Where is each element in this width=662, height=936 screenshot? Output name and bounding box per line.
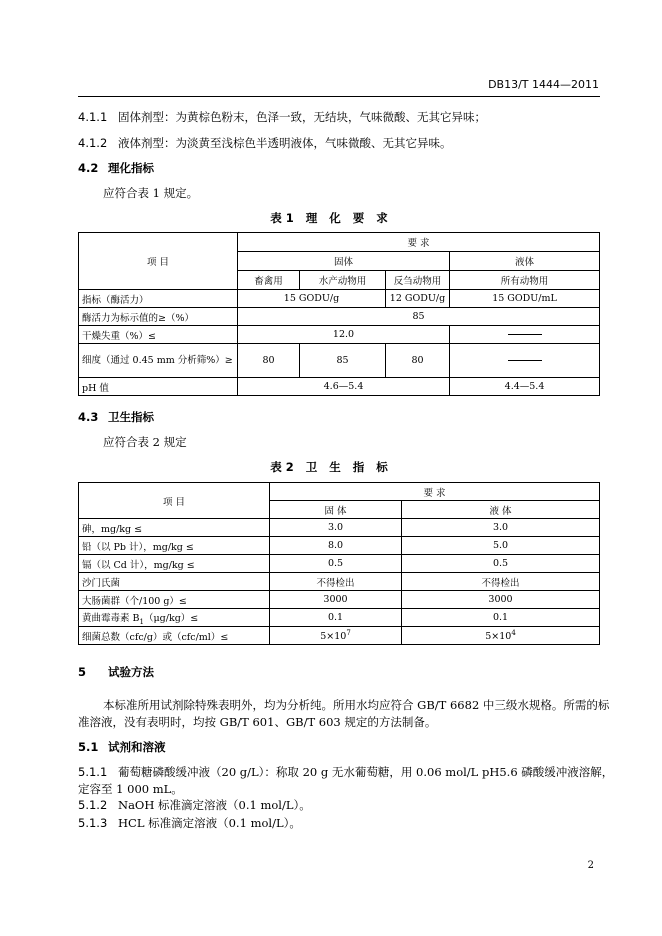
table-row: [79, 378, 600, 396]
section-heading-4-2: [78, 160, 154, 176]
section-title: 试剂和溶液: [108, 740, 166, 754]
section-heading-4-3: [78, 409, 154, 425]
table-row: [79, 555, 600, 573]
header-rule: [78, 96, 600, 97]
table2-cell: 不得检出: [270, 573, 402, 591]
table1-cell: 4.6—5.4: [238, 378, 450, 396]
table1-requirement-header: 要 求: [238, 233, 600, 252]
table-row: [79, 326, 600, 344]
table2-cell: 3000: [270, 591, 402, 609]
table2-cell: 8.0: [270, 537, 402, 555]
table1-cell: 85: [238, 308, 600, 326]
clause-5-1-1: [78, 764, 613, 780]
value-base: 5×10: [485, 631, 512, 643]
table2-cell: [402, 627, 600, 645]
table2-cell: 0.5: [270, 555, 402, 573]
table-row: [79, 290, 600, 308]
section-number: 4.3: [78, 410, 99, 424]
table-row: [79, 573, 600, 591]
table1-liquid-header: 液体: [450, 252, 600, 271]
table2-liquid-header: 液 体: [402, 501, 600, 519]
clause-text: HCL 标准滴定溶液（0.1 mol/L）。: [118, 816, 301, 830]
table2-item-header: 项 目: [79, 483, 270, 519]
section-heading-5-1: [78, 739, 166, 755]
clause-number: 5.1.3: [78, 816, 108, 830]
table1-row-item: 干燥失重（%）≤: [79, 326, 238, 344]
table2-row-item: [79, 609, 270, 627]
table2-cell: [270, 627, 402, 645]
table2-cell: 0.1: [402, 609, 600, 627]
table1-caption: 表1 理 化 要 求: [270, 211, 392, 225]
table1-cell-empty: [450, 344, 600, 378]
table1-subcol: 反刍动物用: [386, 271, 450, 290]
value-exponent: 4: [511, 628, 516, 637]
value-exponent: 7: [346, 628, 351, 637]
clause-5-1-3: [78, 815, 301, 831]
table1-row-item: 指标（酶活力）: [79, 290, 238, 308]
table1-subcol: 所有动物用: [450, 271, 600, 290]
clause-4-1-2: [78, 135, 452, 151]
clause-text: NaOH 标准滴定溶液（0.1 mol/L）。: [118, 798, 311, 812]
table2-row-item: 镉（以 Cd 计），mg/kg ≤: [79, 555, 270, 573]
item-text: 黄曲霉毒素 B: [82, 612, 140, 624]
clause-5-1-1-cont: 定容至 1 000 mL。: [78, 782, 183, 796]
dash-mark: [508, 334, 542, 335]
table2-requirement-header: 要 求: [270, 483, 600, 501]
table2-cell: 0.1: [270, 609, 402, 627]
section-5-para-line1: 本标准所用试剂除特殊表明外，均为分析纯。所用水均应符合 GB/T 6682 中三级水规格。所需的标: [103, 698, 610, 712]
table2-caption: 表2 卫 生 指 标: [270, 460, 392, 474]
section-4-2-intro: 应符合表 1 规定。: [103, 186, 199, 200]
clause-4-1-1: [78, 109, 486, 125]
table-row: [79, 609, 600, 627]
table2-cell: 3.0: [402, 519, 600, 537]
table1: [78, 232, 600, 396]
table1-cell: 15 GODU/g: [238, 290, 386, 308]
table1-row-item: 细度（通过 0.45 mm 分析筛%）≥: [79, 344, 238, 378]
clause-number: 5.1.2: [78, 798, 108, 812]
table2-row-item: 细菌总数（cfc/g）或（cfc/ml）≤: [79, 627, 270, 645]
table2-row-item: 沙门氏菌: [79, 573, 270, 591]
table-row: [79, 519, 600, 537]
table1-cell: 80: [238, 344, 300, 378]
table-row: [79, 537, 600, 555]
page-number: 2: [587, 860, 594, 871]
table2: [78, 482, 600, 645]
table-row: [79, 627, 600, 645]
section-number: 5.1: [78, 740, 99, 754]
section-number: 5: [78, 665, 87, 679]
dash-mark: [508, 360, 542, 361]
table-row: [79, 344, 600, 378]
clause-number: 5.1.1: [78, 765, 108, 779]
table1-subcol: 畜禽用: [238, 271, 300, 290]
table2-cell: 3.0: [270, 519, 402, 537]
table1-cell: 12 GODU/g: [386, 290, 450, 308]
clause-5-1-2: [78, 797, 311, 813]
table1-cell: 85: [300, 344, 386, 378]
table1-cell: 15 GODU/mL: [450, 290, 600, 308]
table-row: [79, 308, 600, 326]
value-base: 5×10: [320, 631, 347, 643]
table1-row-item: 酶活力为标示值的≥（%）: [79, 308, 238, 326]
table1-cell: 80: [386, 344, 450, 378]
item-suffix: （μg/kg）≤: [143, 612, 199, 624]
table2-cell: 不得检出: [402, 573, 600, 591]
table1-cell: 12.0: [238, 326, 450, 344]
table-row: [79, 591, 600, 609]
table1-solid-header: 固体: [238, 252, 450, 271]
table2-cell: 0.5: [402, 555, 600, 573]
clause-text: 固体剂型：为黄棕色粉末，色泽一致，无结块，气味微酸、无其它异味；: [118, 110, 486, 124]
table1-item-header: 项 目: [79, 233, 238, 290]
table1-subcol: 水产动物用: [300, 271, 386, 290]
clause-text: 液体剂型：为淡黄至浅棕色半透明液体，气味微酸、无其它异味。: [118, 136, 452, 150]
clause-number: 4.1.1: [78, 110, 108, 124]
table1-row-item: pH 值: [79, 378, 238, 396]
table2-row-item: 砷，mg/kg ≤: [79, 519, 270, 537]
table2-solid-header: 固 体: [270, 501, 402, 519]
section-title: 试验方法: [108, 665, 154, 679]
table2-row-item: 大肠菌群（个/100 g）≤: [79, 591, 270, 609]
section-5-para-line2: 准溶液，没有表明时，均按 GB/T 601、GB/T 603 规定的方法制备。: [78, 715, 437, 729]
table2-cell: 3000: [402, 591, 600, 609]
section-number: 4.2: [78, 161, 99, 175]
section-title: 理化指标: [108, 161, 154, 175]
item-subscript: 1: [139, 617, 144, 626]
clause-text: 葡萄糖磷酸缓冲液（20 g/L）：称取 20 g 无水葡萄糖，用 0.06 mol/L pH5.6 磷酸缓冲液溶解，: [118, 765, 614, 779]
clause-number: 4.1.2: [78, 136, 108, 150]
document-id: DB13/T 1444—2011: [488, 78, 599, 91]
section-4-3-intro: 应符合表 2 规定: [103, 435, 187, 449]
table1-cell: 4.4—5.4: [450, 378, 600, 396]
section-title: 卫生指标: [108, 410, 154, 424]
table2-row-item: 铅（以 Pb 计），mg/kg ≤: [79, 537, 270, 555]
table1-cell-empty: [450, 326, 600, 344]
section-heading-5: [78, 664, 154, 680]
table2-cell: 5.0: [402, 537, 600, 555]
